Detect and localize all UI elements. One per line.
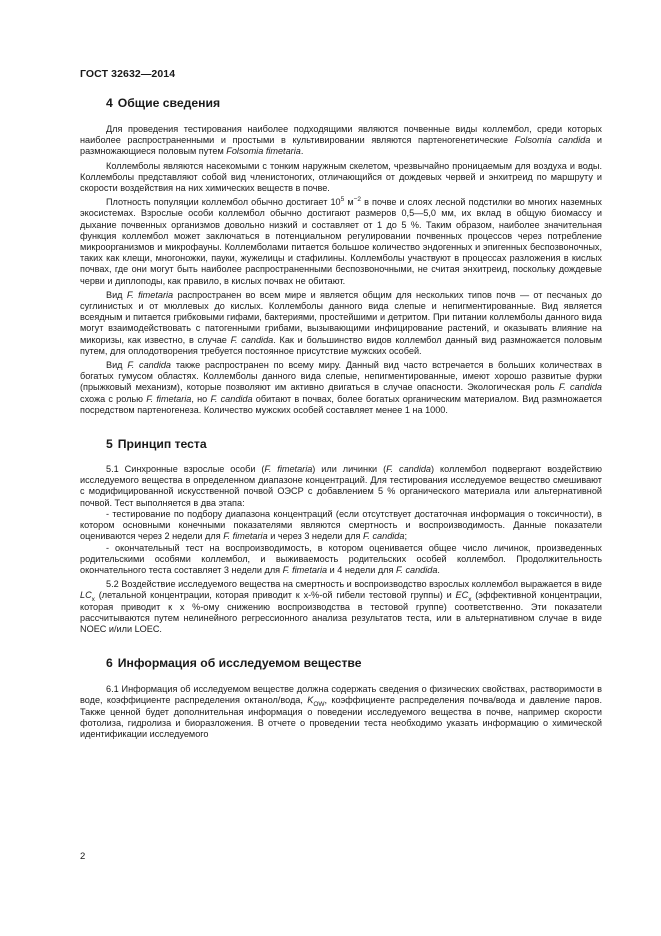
- section-title: Принцип теста: [117, 437, 207, 452]
- text-run: 6.1 Информация об исследуемом веществе должна содержать сведения о физических свойствах, растворимости в воде, коэффициенте распределения октанол/вода,: [80, 684, 602, 706]
- list-item: [80, 543, 602, 577]
- subscript: OW: [313, 701, 325, 709]
- text-run: (эффективной концентрации, которая приводит к х %-ому снижению воспроизводства в тестовой группе) соответственно. Эти показатели рассчитываются путем нелинейного регрессионного анализа результатов теста, или в альтернативном случае в виде NOEC и/или LOEC.: [80, 590, 602, 634]
- section-number: 4: [106, 96, 113, 110]
- text-run: ;: [404, 531, 408, 542]
- section-4-heading: [80, 96, 602, 110]
- text-run: 5.1 Синхронные взрослые особи (: [106, 464, 265, 475]
- superscript: 5: [340, 196, 345, 204]
- species-name: F. fimetaria: [146, 393, 192, 404]
- subscript: x: [91, 596, 95, 604]
- species-name: F. candida: [210, 393, 253, 404]
- standard-code-header: ГОСТ 32632—2014: [80, 68, 176, 80]
- species-name: F. candida: [230, 334, 274, 345]
- text-run: в почве и слоях лесной подстилки во многих наземных экосистемах. Взрослые особи коллембол обычно достигают размеров 0,5—5,0 мм, их вклад в общую биомассу и дыхание почвенных организмов довольно низкий и составляет от 1 до 5 %. Таким образом, наиболее значительная функция коллембол может заключаться в потенциальном регулировании почвенных процессов через потребление микроорганизмов и микрофауны. Коллемболами питается большое количество эндогенных и эпигенных беспозвоночных, таких как клещи, многоножки, пауки, жужелицы и стафилины. Коллемболы участвуют в процессах разложения в кислых почвах, где они могут быть наиболее распространенными беспозвоночными, не считая энхитреид, поскольку дождевые черви и диплоподы, как правило, в кислых почвах не обитают.: [80, 197, 602, 286]
- species-name: F. fimetaria: [264, 464, 313, 475]
- text-run: Вид: [106, 360, 128, 371]
- text-run: 5.2 Воздействие исследуемого вещества на смертность и воспроизводство взрослых коллембол выражается в виде: [106, 579, 602, 590]
- list-item: [80, 509, 602, 543]
- section-6-heading: [80, 656, 602, 670]
- text-run: - тестирование по подбору диапазона концентраций (если отсутствует достаточная информация о токсичности), в котором основными конечными показателями являются смертность и воспроизводимость. Данные показатели оцениваются через 2 недели для: [80, 508, 602, 542]
- species-name: F. fimetaria: [282, 564, 328, 575]
- text-run: Плотность популяции коллембол обычно достигает 10: [106, 197, 341, 208]
- section-5-heading: [80, 437, 602, 451]
- page-content: [80, 96, 602, 740]
- paragraph: [80, 197, 602, 287]
- text-run: .: [437, 564, 440, 575]
- text-run: , но: [191, 393, 211, 404]
- text-run: м: [344, 197, 354, 208]
- text-run: и через 3 недели для: [267, 531, 364, 542]
- text-run: и размножающиеся половым путем: [80, 135, 602, 157]
- paragraph: [80, 684, 602, 740]
- species-name: F. candida: [395, 564, 438, 575]
- text-run: Для проведения тестирования наиболее подходящими являются почвенные виды коллембол, среди которых наиболее распространенными и простыми в культивировании являются партеногенетические: [80, 124, 602, 146]
- text-run: обитают в почвах, более богатых органическим материалом. Вид размножается посредством партеногенеза. Количество мужских особей составляет менее 1 на 1000.: [80, 393, 602, 415]
- section-title: Информация об исследуемом веществе: [117, 656, 362, 671]
- text-run: также распространен по всему миру. Данный вид часто встречается в больших количествах в богатых гумусом областях. Коллемболы данного вида слепые, непигментированные, имеют хорошо развитые фурки (прыжковый механизм), которые позволяют им активно двигаться в случае опасности. Экологическая роль: [80, 360, 602, 393]
- text-run: - окончательный тест на воспроизводимость, в котором оценивается общее число личинок, произведенных родительскими особями коллембол, и выживаемость родительских особей коллембол. Продолжительность окончательного теста составляет 3 недели для: [80, 542, 602, 575]
- species-name: F. fimetaria: [223, 531, 268, 542]
- species-name: F. fimetaria: [126, 289, 174, 300]
- superscript: −2: [353, 196, 362, 204]
- paragraph: Коллемболы являются насекомыми с тонким наружным скелетом, чрезвычайно проницаемым для воздуха и воды. Коллемболы представляют собой вид членистоногих, отличающийся от дождевых червей и энхитреид по маршруту и скорости воздействия на них химических веществ в почве.: [80, 160, 602, 194]
- section-number: 5: [106, 437, 113, 452]
- text-run: ) или личинки (: [312, 464, 387, 475]
- text-run: распространен во всем мире и является общим для нескольких типов почв — от песчаных до суглинистых и от мюллевых до кислых. Коллемболы данного вида слепые и непигментированные. Вид является всеядным и питается грибковыми гифами, бактериями, простейшими и детритом. При питании коллемболы данного вида могут взаимодействовать с патогенными грибами, вызывающими инфицирование растений, и оказывать влияние на микоризы, как известно, в случае: [80, 289, 602, 345]
- text-run: схожа с ролью: [80, 393, 147, 404]
- symbol: LC: [80, 590, 92, 601]
- subscript: x: [468, 596, 472, 604]
- page-number: 2: [80, 851, 86, 862]
- species-name: F. candida: [386, 464, 432, 475]
- text-run: . Как и большинство видов коллембол данный вид размножается половым путем, для оплодотворения требуется постоянное присутствие мужских особей.: [80, 334, 602, 356]
- species-name: Folsomia candida: [514, 135, 591, 146]
- text-run: и 4 недели для: [327, 564, 396, 575]
- symbol: EC: [455, 590, 469, 601]
- symbol: K: [307, 695, 314, 706]
- section-title: Общие сведения: [117, 96, 221, 110]
- paragraph: [80, 124, 602, 158]
- text-run: (летальной концентрации, которая приводит к х-%-ой гибели тестовой группы) и: [94, 590, 456, 601]
- paragraph: [80, 360, 602, 416]
- species-name: F. candida: [558, 382, 602, 393]
- species-name: F. candida: [363, 531, 405, 542]
- text-run: .: [300, 146, 304, 157]
- section-number: 6: [106, 656, 113, 671]
- text-run: , коэффициенте распределения почва/вода и давление паров. Также ценной будет дополнительная информация о поведении исследуемого вещества в почве, например скорости фотолиза, гидролиза и биоразложения. В отчете о проведении теста необходимо указать информацию о химической идентификации исследуемого: [80, 695, 602, 739]
- paragraph: [80, 579, 602, 635]
- paragraph: [80, 464, 602, 509]
- paragraph: [80, 290, 602, 357]
- text-run: Вид: [106, 289, 127, 300]
- text-run: ) коллембол подвергают воздействию исследуемого вещества в определенном диапазоне концентраций. Для тестирования исследуемое вещество смешивают с модифицированной искусственной почвой ОЭСР с добавлением 5 % органического материала или альтернативной почвой. Тест выполняется в два этапа:: [80, 464, 602, 508]
- species-name: F. candida: [127, 360, 172, 371]
- species-name: Folsomia fimetaria: [226, 146, 301, 157]
